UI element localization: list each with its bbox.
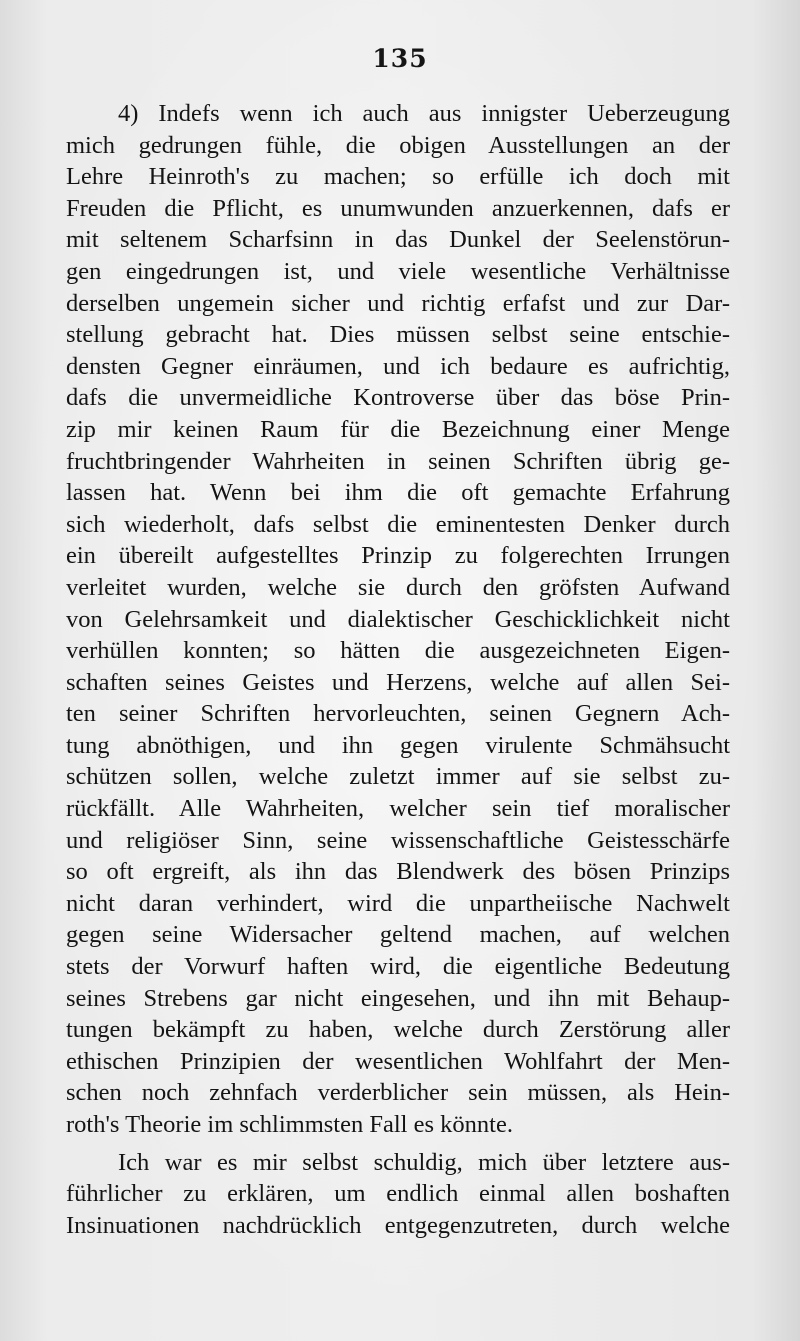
text-line: Insinuationen nachdrücklich entgegenzutreten, durch welche [66, 1211, 730, 1239]
text-line: seines Strebens gar nicht eingesehen, und ihn mit Behaup- [66, 984, 730, 1012]
text-line: zip mir keinen Raum für die Bezeichnung einer Menge [66, 415, 730, 443]
text-line: schaften seines Geistes und Herzens, welche auf allen Sei- [66, 668, 730, 696]
text-line: dafs die unvermeidliche Kontroverse über das böse Prin- [66, 384, 730, 412]
text-line: Lehre Heinroth's zu machen; so erfülle ich doch mit [66, 163, 730, 191]
text-line: sich wiederholt, dafs selbst die eminentesten Denker durch [66, 510, 730, 538]
text-line: führlicher zu erklären, um endlich einmal allen boshaften [66, 1180, 730, 1208]
text-line: 4) Indefs wenn ich auch aus innigster Ueberzeugung [118, 100, 730, 127]
text-line: ten seiner Schriften hervorleuchten, seinen Gegnern Ach- [66, 700, 730, 728]
text-line: densten Gegner einräumen, und ich bedaure es aufrichtig, [66, 352, 730, 380]
page-number: 135 [372, 44, 428, 73]
text-line: rückfällt. Alle Wahrheiten, welcher sein tief moralischer [66, 795, 730, 823]
text-line: mit seltenem Scharfsinn in das Dunkel der Seelenstörun- [66, 226, 730, 254]
text-line: stellung gebracht hat. Dies müssen selbst seine entschie- [66, 321, 730, 349]
text-line: verhüllen konnten; so hätten die ausgezeichneten Eigen- [66, 637, 730, 665]
text-line: tung abnöthigen, und ihn gegen virulente Schmähsucht [66, 731, 730, 759]
paragraph-2 [66, 1147, 730, 1242]
text-line: derselben ungemein sicher und richtig erfafst und zur Dar- [66, 289, 730, 317]
text-line: tungen bekämpft zu haben, welche durch Zerstörung aller [66, 1016, 730, 1044]
text-line: und religiöser Sinn, seine wissenschaftliche Geistesschärfe [66, 826, 730, 854]
text-line: lassen hat. Wenn bei ihm die oft gemachte Erfahrung [66, 479, 730, 507]
text-line: nicht daran verhindert, wird die unpartheiische Nachwelt [66, 889, 730, 917]
text-line: ethischen Prinzipien der wesentlichen Wohlfahrt der Men- [66, 1047, 730, 1075]
text-line: so oft ergreift, als ihn das Blendwerk des bösen Prinzips [66, 858, 730, 886]
text-line: stets der Vorwurf haften wird, die eigentliche Bedeutung [66, 953, 730, 981]
body-text [66, 98, 730, 1241]
text-line: roth's Theorie im schlimmsten Fall es könnte. [66, 1111, 513, 1138]
text-line: fruchtbringender Wahrheiten in seinen Schriften übrig ge- [66, 447, 730, 475]
text-line: verleitet wurden, welche sie durch den gröfsten Aufwand [66, 573, 730, 601]
paragraph-1 [66, 98, 730, 1141]
text-line: Ich war es mir selbst schuldig, mich über letztere aus- [118, 1148, 730, 1176]
text-line: Freuden die Pflicht, es unumwunden anzuerkennen, dafs er [66, 194, 730, 222]
text-line: von Gelehrsamkeit und dialektischer Geschicklichkeit nicht [66, 605, 730, 633]
text-line: ein übereilt aufgestelltes Prinzip zu folgerechten Irrungen [66, 542, 730, 570]
text-line: gegen seine Widersacher geltend machen, auf welchen [66, 921, 730, 949]
text-line: gen eingedrungen ist, und viele wesentliche Verhältnisse [66, 257, 730, 285]
text-line: schützen sollen, welche zuletzt immer auf sie selbst zu- [66, 763, 730, 791]
text-line: mich gedrungen fühle, die obigen Ausstellungen an der [66, 131, 730, 159]
text-line: schen noch zehnfach verderblicher sein müssen, als Hein- [66, 1079, 730, 1107]
